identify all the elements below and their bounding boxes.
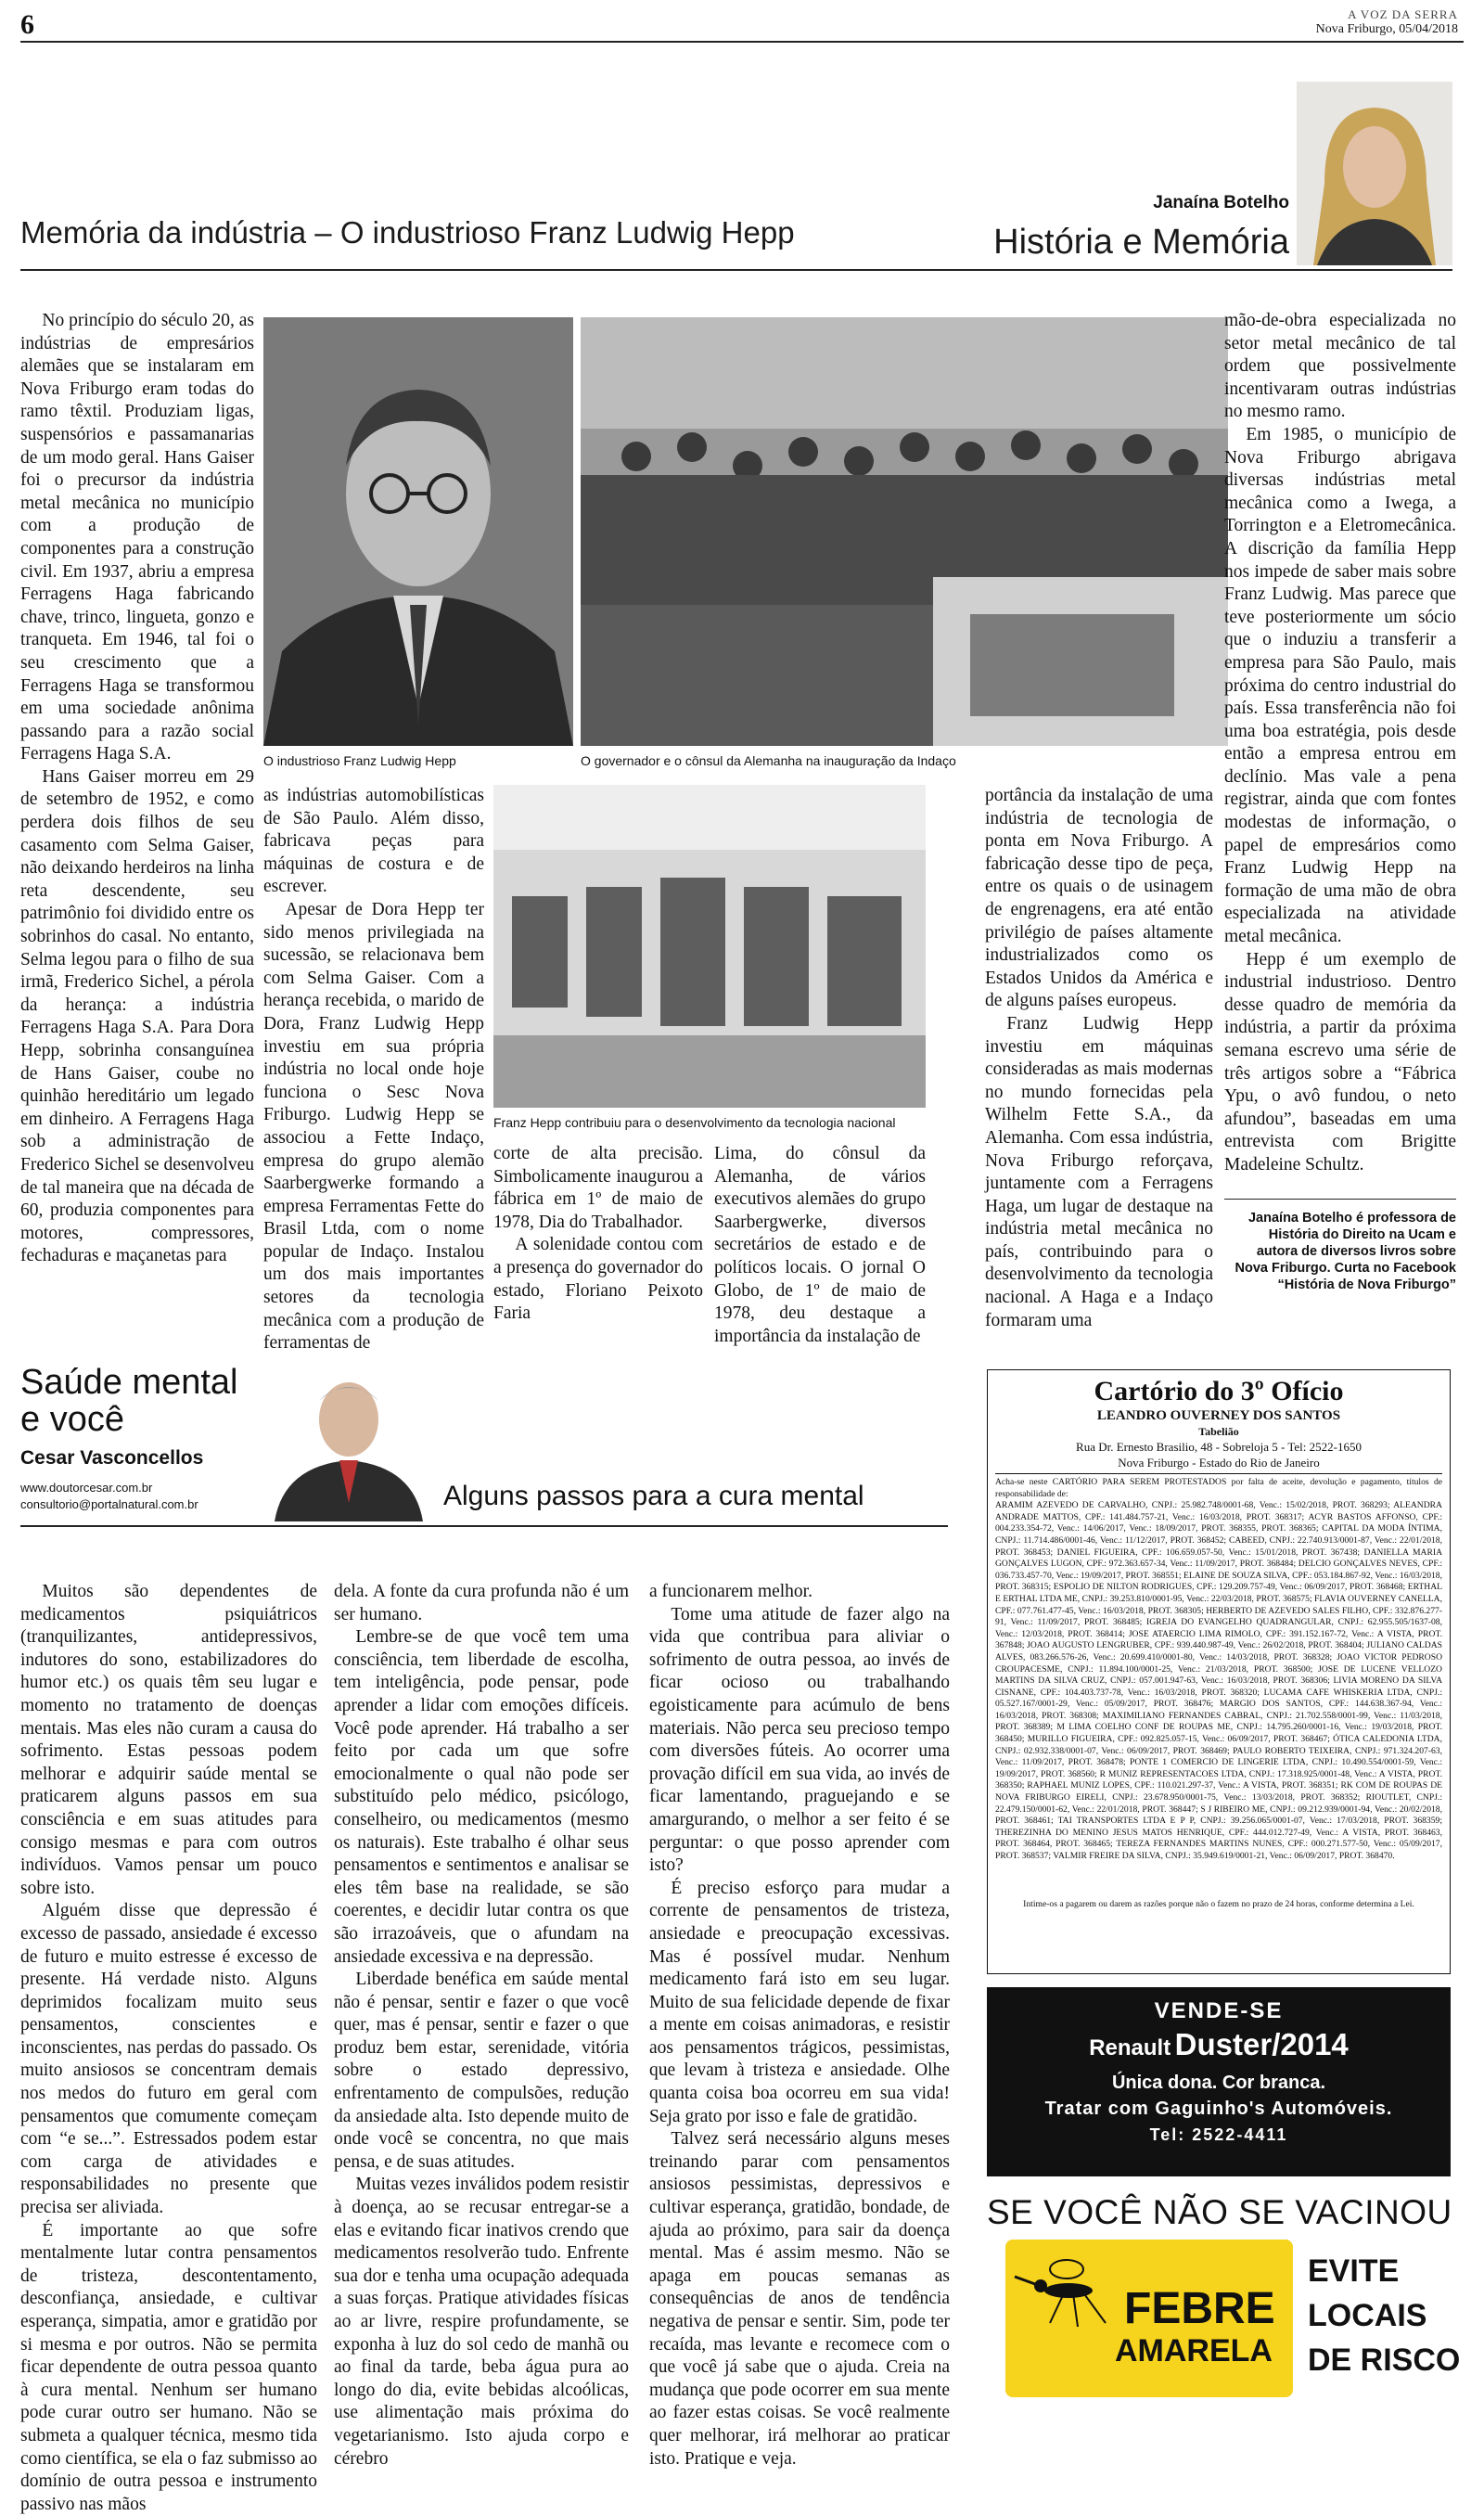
paragraph: Franz Ludwig Hepp investiu em máquinas consideradas as mais modernas no mundo fornecidas pela Wilhelm Fette S.A., da Alemanha. Com essa indústria, Nova Friburgo reforçava, juntamente com a Ferragens Haga, um lugar de destaque na indústria metal mecânica no país, contribuindo para o desenvolvimento da tecnologia nacional. A Haga e a Indaço formaram uma bbox=[985, 1013, 1213, 1330]
author-bio: Janaína Botelho é professora de História do Direito na Ucam e autora de diversos livros sobre Nova Friburgo. Curta no Facebook “História de Nova Friburgo” bbox=[1235, 1211, 1456, 1292]
paragraph: Muitos são dependentes de medicamentos psiquiátricos (tranquilizantes, antidepressivos, indutores do sono, estabilizadores do humor etc.) os quais têm seu lugar e momento no tratamento de doenças mentais. Mas eles não curam a causa do sofrimento. Estas pessoas podem melhorar e adquirir saúde mental se praticarem alguns passos em sua consciência e em suas atitudes para consigo mesmas e para com outros indivíduos. Vamos pensar um pouco sobre isto. bbox=[20, 1582, 317, 1898]
paragraph: Apesar de Dora Hepp ter sido menos privilegiada na sucessão, se relacionava bem com Selma Gaiser. Com a herança recebida, o marido de Dora, Franz Ludwig Hepp investiu em sua própria indústria no local onde hoje funciona o Sesc Nova Friburgo. Ludwig Hepp se associou a Fette Indaço, empresa do grupo alemão Saarbergwerke formando a empresa Ferramentas Fette do Brasil Ltda, com o nome popular de Indaço. Instalou um dos mais importantes setores da tecnologia mecânica com a produção de ferramentas de bbox=[263, 899, 484, 1354]
paragraph: No princípio do século 20, as indústrias de empresários alemães que se instalaram em Nova Friburgo eram todas do ramo têxtil. Produziam ligas, suspensórios e passamanarias de um modo geral. Hans Gaiser foi o precursor da indústria metal mecânica no município com a produção de componentes para a construção civil. Em 1937, abriu a empresa Ferragens Haga fabricando chave, trinco, lingueta, gonzo e tranqueta. Em 1946, tal foi o seu crescimento que a Ferragens Haga se transformou em uma sociedade anônima passando para a razão social Ferragens Haga S.A. bbox=[20, 311, 254, 764]
health-article-title: Alguns passos para a cura mental bbox=[443, 1481, 864, 1511]
paragraph: corte de alta precisão. Simbolicamente inaugurou a fábrica em 1º de maio de 1978, Dia do Trabalhador. bbox=[493, 1144, 703, 1232]
vaccine-ad-headline: SE VOCÊ NÃO SE VACINOU bbox=[987, 2193, 1452, 2231]
history-header-rule bbox=[20, 269, 1452, 271]
health-author-name: Cesar Vasconcellos bbox=[20, 1447, 204, 1469]
history-column-6 bbox=[1224, 310, 1456, 1189]
health-email-link[interactable]: consultorio@portalnatural.com.br bbox=[20, 1497, 198, 1511]
vaccine-ad-locais: LOCAIS bbox=[1308, 2298, 1427, 2333]
vaccine-ad-amarela: AMARELA bbox=[1115, 2333, 1273, 2368]
caption-portrait: O industrioso Franz Ludwig Hepp bbox=[263, 753, 456, 768]
page-number: 6 bbox=[20, 9, 34, 40]
paragraph: Talvez será necessário alguns meses treinando parar com pensamentos ansiosos pessimistas, depressivos e cultivar esperança, gratidão, bondade, de ajuda ao próximo, para sair da doença mental. Mas é assim mesmo. Não se apaga em poucas semanas as consequências de anos de tendência negativa de pensar e sentir. Sim, pode ter recaída, mas levante e recomece com o que você já sabe que o ajuda. Creia na mudança que pode ocorrer em sua mente ao fazer estas coisas. Se você realmente quer melhorar, irá melhorar ao praticar isto. Pratique e veja. bbox=[649, 2129, 950, 2469]
cartorio-listing: ARAMIM AZEVEDO DE CARVALHO, CNPJ.: 25.982.748/0001-68, Venc.: 15/02/2018, PROT. 368293; ALEANDRA ANDRADE MATTOS, CPF.: 141.484.757-21, Venc.: 16/03/2018, PROT. 368317; ACYR BASTOS AFFONSO, CPF.: 004.233.354-72, Venc.: 14/06/2017, Venc.: 18/09/2017, PROT. 368355, PROT. 368365; CAPITAL DA MODA ÍNTIMA, CNPJ.: 11.714.486/0001-46, Venc.: 11/12/2017, PROT. 368452; CABEED, CNPJ.: 22.740.913/0001-87, Venc.: 22/01/2018, PROT. 368453; DANIEL FIGUEIRA, CPF.: 106.659.057-50, Venc.: 15/01/2018, PROT. 367438; DANIELLA MARIA GONÇALVES LUGON, CPF.: 972.363.657-34, Venc.: 11/09/2017, PROT. 368484; DELCIO GONÇALVES NEVES, CPF.: 036.733.457-70, Venc.: 19/09/2017, PROT. 368551; ELAINE DE SOUZA SILVA, CPF.: 053.184.867-92, Venc.: 16/03/2018, PROT. 368315; ESPOLIO DE NILTON RODRIGUES, CPF.: 129.209.757-49, Venc.: 06/09/2017, PROT. 368468; ERTHAL E ERTHAL LTDA ME, CNPJ.: 39.253.810/0001-95, Venc.: 22/03/2018, PROT. 368575; FLAVIA OUVERNEY CANELLA, CPF.: 077.761.477-45, Venc.: 16/03/2018, PROT. 368305; HERBERTO DE AZEVEDO SALES FILHO, CPF.: 332.876.277-91, Venc.: 11/09/2017, PROT. 368485; IGREJA DO EVANGELHO QUADRANGULAR, CNPJ.: 62.955.505/1637-08, Venc.: 12/03/2018, PROT. 368414; JOSE ATAERCIO LIMA RIMOLO, CPF.: 391.152.167-72, Venc.: A VISTA, PROT. 367848; JOAO AUGUSTO LENGRUBER, CPF.: 939.440.987-49, Venc.: 26/02/2018, PROT. 368404; JULIANO CALDAS ALVES, 083.266.576-26, Venc.: 20.699.410/0001-80, Venc.: 14/03/2018, PROT. 368328; JOAO VICTOR PEDROSO CROUPACESME, CNPJ.: 11.894.100/0001-25, Venc.: 21/03/2018, PROT. 368500; JOSE DE LUCENE VELLOZO MARTINS DA SILVA CRUZ, CNPJ.: 057.001.947-63, Venc.: 16/03/2018, PROT. 368306; LIVIA MORENO DA SILVA CISNANE, CPF.: 104.403.737-78, Venc.: 16/03/2018, PROT. 368320; LUCAMA CAFE WHISKERIA LTDA, CNPJ.: 05.527.167/0001-29, Venc.: 05/09/2017, PROT. 368476; MARGIO DOS SANTOS, CPF.: 144.638.367-94, Venc.: 16/03/2018, PROT. 368308; MAXIMILIANO FERNANDES CABRAL, CNPJ.: 21.702.558/0001-99, Venc.: 11/03/2018, PROT. 368389; M LIMA COELHO CONF DE ROUPAS ME, CNPJ.: 14.795.260/0001-16, Venc.: 19/03/2018, PROT. 368450; MURILLO FIGUEIRA, CPF.: 092.825.057-15, Venc.: 06/09/2017, PROT. 368467; ÓTICA CALEDONIA LTDA, CNPJ.: 02.932.338/0001-07, Venc.: 06/09/2017, PROT. 368469; PAULO ROBERTO TEIXEIRA, CNPJ.: 971.324.207-63, Venc.: 11/09/2017, PROT. 368478; PONTE 1 COMERCIO DE LINGERIE LTDA, CNPJ.: 10.490.554/0001-59, Venc.: 19/09/2017, PROT. 368560; R MUNIZ REPRESENTACOES LTDA, CNPJ.: 17.318.925/0001-48, Venc.: A VISTA, PROT. 368350; RAPHAEL MUNIZ LOPES, CPF.: 110.021.297-37, Venc.: A VISTA, PROT. 368351; RK COM DE ROUPAS DE NOVA FRIBURGO EIRELI, CNPJ.: 23.678.950/0001-75, Venc.: 13/03/2018, PROT. 368352; RIOUTLET, CNPJ.: 22.479.150/0001-62, Venc.: 22/01/2018, PROT. 368447; S J RIBEIRO ME, CNPJ.: 09.212.939/0001-94, Venc.: 20/02/2018, PROT. 368461; TAI TRANSPORTES LTDA E P P, CNPJ.: 39.256.065/0001-07, Venc.: 17/03/2018, PROT. 368359; THEREZINHA DO MENINO JESUS MATOS HENRIQUE, CPF.: 444.012.727-49, Venc.: A VISTA, PROT. 368463, PROT. 368464, PROT. 368465; TEREZA FERNANDES MARTINS NUNES, CPF.: 000.271.577-50, Venc.: 05/09/2017, PROT. 368537; VALMIR FREIRE DA SILVA, CNPJ.: 35.949.619/0001-21, Venc.: 06/09/2017, PROT. 368470. bbox=[995, 1500, 1442, 1861]
sale-ad-headline: VENDE-SE bbox=[1154, 1998, 1284, 2023]
paragraph: Lima, do cônsul da Alemanha, de vários executivos alemães do grupo Saarbergwerke, diversos secretários de estado e de políticos locais. O jornal O Globo, de 1º de maio de 1978, deu destaque a importância da instalação de bbox=[714, 1144, 926, 1346]
paragraph: Hans Gaiser morreu em 29 de setembro de 1952, e como perdera dois filhos de seu casamento com Selma Gaiser, não deixando herdeiros na linha reta descendente, seu patrimônio foi dividido entre os sobrinhos do casal. No entanto, Selma legou para o filho de sua irmã, Frederico Sichel, a pérola da herança: a indústria Ferragens Haga S.A. Para Dora Hepp, sobrinha consanguínea de Hans Gaiser, coube no quinhão hereditário um legado em dinheiro. A Ferragens Haga sob a administração de Frederico Sichel se desenvolveu de tal maneira que na década de 60, produzia componentes para motores, compressores, fechaduras e maçanetas para bbox=[20, 766, 254, 1266]
vaccine-ad-banner bbox=[1005, 2240, 1293, 2397]
paragraph: a funcionarem melhor. bbox=[649, 1582, 812, 1601]
health-section-title-line2: e você bbox=[20, 1400, 124, 1439]
cartorio-footer: Intime-os a pagarem ou darem as razões porque não o fazem no prazo de 24 horas, conforme determina a Lei. bbox=[1023, 1899, 1414, 1910]
author-photo-cesar bbox=[265, 1364, 432, 1521]
place-date: Nova Friburgo, 05/04/2018 bbox=[1315, 22, 1458, 36]
cartorio-tabeliao-name: LEANDRO OUVERNEY DOS SANTOS bbox=[1096, 1408, 1341, 1423]
paragraph: Alguém disse que depressão é excesso de passado, ansiedade é excesso de futuro e muito estresse é excesso de presente. Há verdade nisto. Alguns deprimidos focalizam muito seus pensamentos, conscientes e inconscientes, nas perdas do passado. Os muito ansiosos se concentram demais nos medos do futuro em geral com pensamentos que comumente começam com “e se...”. Estressados podem estar com carga de atividades e responsabilidades no presente que precisa ser aliviada. bbox=[20, 1901, 317, 2218]
sale-ad-contact: Tratar com Gaguinho's Automóveis. bbox=[1044, 2099, 1393, 2119]
cartorio-city: Nova Friburgo - Estado do Rio de Janeiro bbox=[995, 1455, 1442, 1474]
health-column-3 bbox=[649, 1581, 950, 2469]
portrait-photo-franz-hepp bbox=[263, 317, 573, 746]
caption-inauguration: O governador e o cônsul da Alemanha na inauguração da Indaço bbox=[581, 753, 956, 768]
inauguration-crowd-illustration bbox=[581, 317, 1228, 746]
history-column-2 bbox=[263, 785, 484, 1354]
paragraph: dela. A fonte da cura profunda não é um ser humano. bbox=[334, 1582, 629, 1624]
car-sale-ad bbox=[987, 1987, 1451, 2176]
header-rule bbox=[20, 41, 1464, 43]
cartorio-role: Tabelião bbox=[1198, 1425, 1239, 1438]
history-article-title: Memória da indústria – O industrioso Franz Ludwig Hepp bbox=[20, 215, 795, 250]
health-header-rule bbox=[20, 1525, 948, 1527]
sale-ad-model: Duster/2014 bbox=[1174, 2027, 1349, 2061]
author-portrait-icon bbox=[1297, 82, 1452, 265]
paragraph: mão-de-obra especializada no setor metal mecânico de tal ordem que possivelmente incentivaram outras indústrias no mesmo ramo. bbox=[1224, 311, 1456, 422]
history-author-name: Janaína Botelho bbox=[1153, 193, 1289, 212]
vaccine-ad-evite: EVITE bbox=[1308, 2253, 1400, 2289]
cartorio-notice bbox=[987, 1369, 1451, 1974]
history-column-4 bbox=[714, 1143, 926, 1346]
page-header bbox=[0, 0, 1484, 46]
sale-ad-phone[interactable]: Tel: 2522-4411 bbox=[1149, 2125, 1288, 2144]
paragraph: Liberdade benéfica em saúde mental não é pensar, sentir e fazer o que você quer, mas é pensar, sentir e fazer o que produz bem estar, serenidade, vitória sobre o estado depressivo, enfrentamento de compulsões, redução da ansiedade alta. Isto depende muito de onde você se concentra, no que mais pensa, e de suas atitudes. bbox=[334, 1970, 629, 2172]
paper-name: A VOZ DA SERRA bbox=[1348, 7, 1458, 21]
paragraph: Em 1985, o município de Nova Friburgo abrigava diversas indústrias metal mecânica como a Iwega, a Torrington e a Eletromecânica. A discrição da família Hepp nos impede de saber mais sobre Franz Ludwig. Mas parece que teve posteriormente um sócio que o induziu a transferir a empresa para São Paulo, mais próxima do centro industrial do país. Essa transferência não foi uma boa estratégia, pois desde então a empresa entrou em declínio. Mas vale a pena registrar, ainda que com fontes modestas de informação, o papel de empresários como Franz Ludwig Hepp na formação de uma mão de obra especializada na atividade metal mecânica. bbox=[1224, 424, 1456, 947]
paragraph: Tome uma atitude de fazer algo na vida que contribua para aliviar o sofrimento de outra pessoa, ao invés de ficar ocioso ou trabalhando egoisticamente para acúmulo de bens materiais. Não perca seu precioso tempo com diversões fúteis. Ao ocorrer uma provação difícil em sua vida, ao invés de ficar lamentando, praguejando e se amargurando, o melhor a ser feito é se perguntar: o que posso aprender com isto? bbox=[649, 1604, 950, 1876]
history-section-title: História e Memória bbox=[993, 223, 1289, 262]
paragraph: É importante ao que sofre mentalmente lutar contra pensamentos de tristeza, descontentamento, desconfiança, ansiedade, e cultivar esperança, simpatia, amor e gratidão por si mesma e por outros. Não se permita ficar dependente de outra pessoa quanto à cura mental. Nenhum ser humano pode curar outro ser humano. Não se submeta a qualquer técnica, mesmo tida como científica, se ela o faz submisso ao domínio de outra pessoa e instrumento passivo nas mãos bbox=[20, 2220, 317, 2514]
mosquito-icon bbox=[1013, 2249, 1124, 2332]
paragraph: Muitas vezes inválidos podem resistir à doença, ao se recusar entregar-se a elas e evitando ficar inativos crendo que medicamentos resolverão tudo. Enfrente sua dor e tenha uma ocupação adequada a suas forças. Pratique atividades físicas ao ar livre, respire profundamente, se exponha à luz do sol cedo de manhã ou ao final da tarde, beba água pura ao longo do dia, evite bebidas alcoólicas, use alimentação mais próxima do vegetarianismo. Isto ajuda corpo e cérebro bbox=[334, 2175, 630, 2469]
photo-inauguration bbox=[581, 317, 1228, 746]
cartorio-title: Cartório do 3º Ofício bbox=[1094, 1376, 1344, 1406]
paragraph: portância da instalação de uma indústria de tecnologia de ponta em Nova Friburgo. A fabricação desse tipo de peça, entre os quais o de usinagem de engrenagens, era até então privilégio de países altamente industrializados como os Estados Unidos da América e de alguns países europeus. bbox=[985, 786, 1213, 1011]
health-section-title-line1: Saúde mental bbox=[20, 1363, 238, 1402]
sale-ad-brand: Renault bbox=[1089, 2035, 1171, 2060]
history-column-3 bbox=[493, 1143, 703, 1324]
factory-machines-illustration bbox=[493, 785, 926, 1108]
author-photo-janaina bbox=[1297, 82, 1452, 265]
paragraph: É preciso esforço para mudar a corrente de pensamentos de tristeza, ansiedade e preocupação excessivas. Mas é possível mudar. Nenhum medicamento fará isto em seu lugar. Muito de sua felicidade depende de fixar a mente em coisas animadoras, e resistir aos pensamentos trágicos, pessimistas, que levam à tristeza e ansiedade. Olhe quanta coisa boa ocorreu em sua vida! Seja grato por isso e fale de gratidão. bbox=[649, 1878, 950, 2126]
vaccine-ad-risco: DE RISCO bbox=[1308, 2343, 1461, 2378]
sale-ad-model-line bbox=[987, 2026, 1451, 2070]
paragraph: as indústrias automobilísticas de São Paulo. Além disso, fabricava peças para máquinas de costura e de escrever. bbox=[263, 786, 484, 897]
bio-rule bbox=[1224, 1199, 1456, 1200]
photo-factory bbox=[493, 785, 926, 1108]
caption-factory: Franz Hepp contribuiu para o desenvolvimento da tecnologia nacional bbox=[493, 1115, 896, 1130]
cartorio-address: Rua Dr. Ernesto Brasilio, 48 - Sobreloja 5 - Tel: 2522-1650 bbox=[1076, 1440, 1362, 1454]
health-column-2 bbox=[334, 1581, 630, 2469]
health-column-1 bbox=[20, 1581, 317, 2514]
sale-ad-detail: Única dona. Cor branca. bbox=[1111, 2073, 1326, 2093]
paragraph: Hepp é um exemplo de industrial industrioso. Dentro desse quadro de memória da indústria, a partir da próxima semana escrevo uma série de três artigos sobre a “Fábrica Ypu, o avô fundou, o neto afundou”, baseadas em uma entrevista com Brigitte Madeleine Schultz. bbox=[1224, 949, 1456, 1175]
history-column-5 bbox=[985, 785, 1213, 1330]
paragraph: A solenidade contou com a presença do governador do estado, Floriano Peixoto Faria bbox=[493, 1235, 703, 1324]
paragraph: Lembre-se de que você tem uma consciência, tem liberdade de escolha, tem inteligência, pode pensar, pode aprender a lidar com emoções difíceis. Você pode aprender. Há trabalho a ser feito por cada um que sofre emocionalmente o qual não pode ser substituído pelo médico, psicólogo, conselheiro, ou medicamentos (mesmo os naturais). Este trabalho é olhar seus pensamentos e sentimentos e analisar se eles têm base na realidade, se são coerentes, e decidir lutar contra os que são irrazoáveis, que o afundam na ansiedade excessiva e na depressão. bbox=[334, 1627, 629, 1967]
vaccine-ad bbox=[987, 2191, 1461, 2403]
cartorio-intro: Acha-se neste CARTÓRIO PARA SEREM PROTESTADOS por falta de aceite, devolução e pagamento, títulos de responsabilidade de: bbox=[995, 1477, 1442, 1499]
history-column-1 bbox=[20, 310, 254, 1303]
vaccine-ad-febre: FEBRE bbox=[1124, 2284, 1275, 2333]
author-portrait-icon bbox=[265, 1364, 432, 1521]
health-website-link[interactable]: www.doutorcesar.com.br bbox=[20, 1481, 153, 1495]
portrait-illustration-icon bbox=[263, 317, 573, 746]
